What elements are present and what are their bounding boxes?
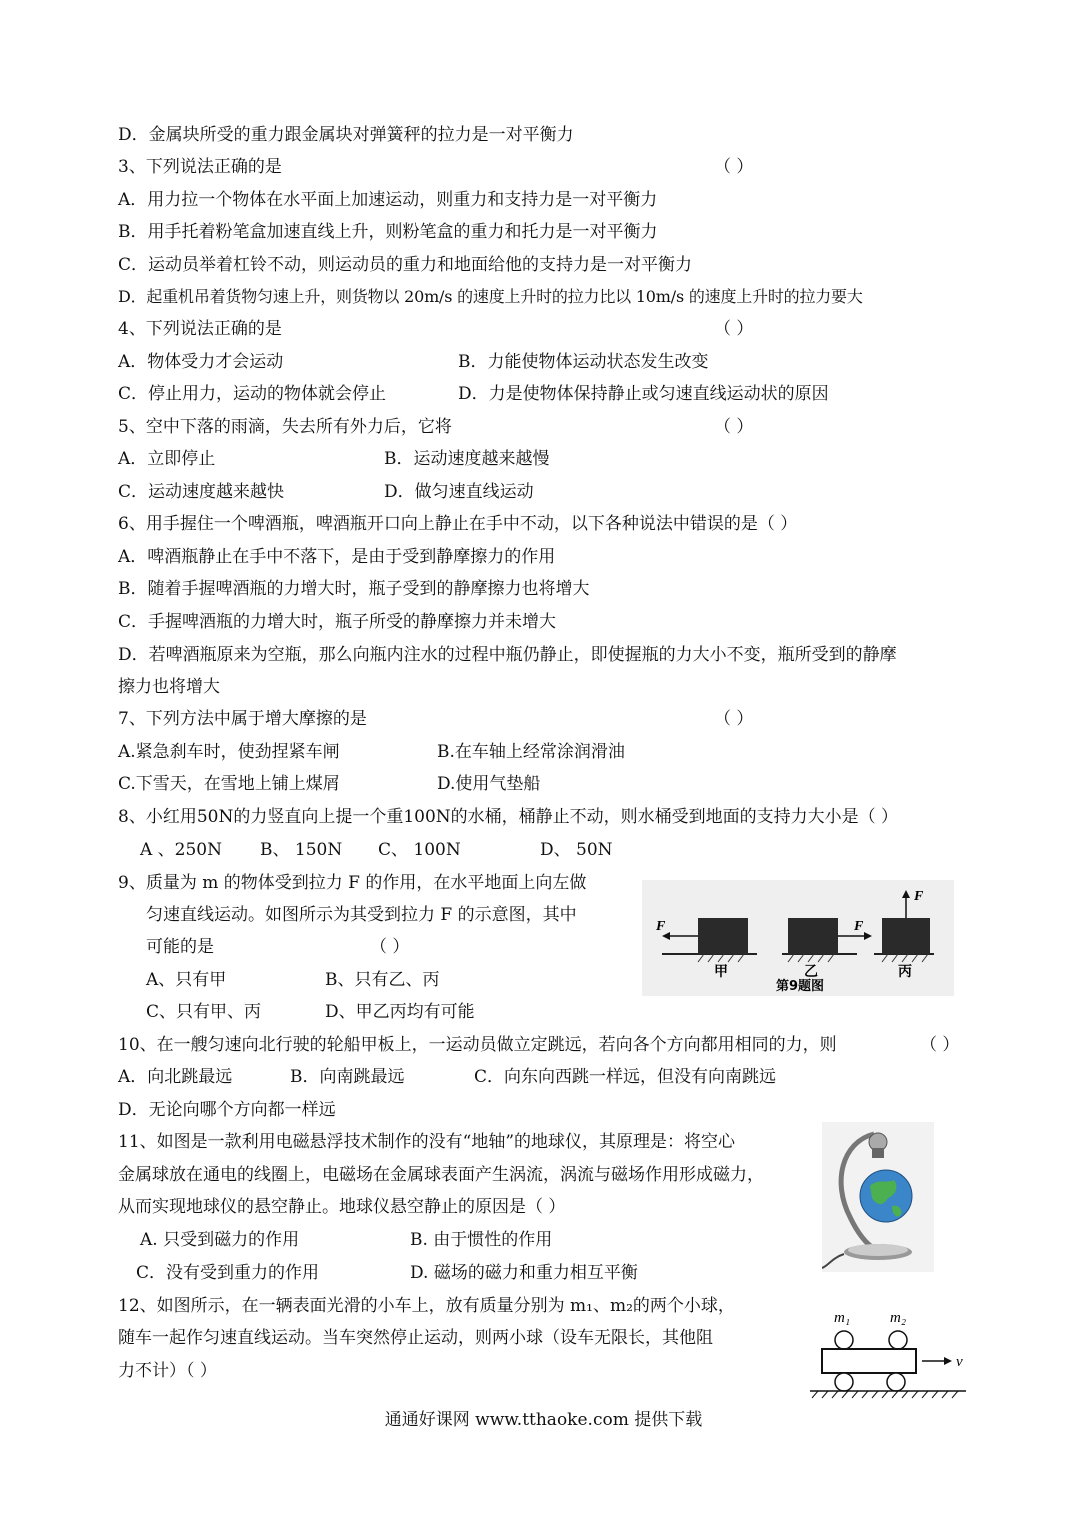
q4-stem: 4、下列说法正确的是 [118, 319, 282, 339]
q5-option-b: B．运动速度越来越慢 [384, 449, 550, 469]
q10-option-b: B．向南跳最远 [290, 1067, 405, 1087]
q11-option-d: D. 磁场的磁力和重力相互平衡 [410, 1263, 638, 1283]
q11-option-c: C．没有受到重力的作用 [136, 1263, 320, 1283]
q6-option-a: A．啤酒瓶静止在手中不落下，是由于受到静摩擦力的作用 [118, 547, 556, 567]
q7-option-c: C.下雪天，在雪地上铺上煤屑 [118, 774, 340, 794]
q4-option-d: D．力是使物体保持静止或匀速直线运动状的原因 [458, 384, 829, 404]
q4-option-a: A．物体受力才会运动 [118, 352, 284, 372]
q4-option-c: C．停止用力，运动的物体就会停止 [118, 384, 387, 404]
q3-option-d: D．起重机吊着货物匀速上升，则货物以 20m/s 的速度上升时的拉力比以 10m/s 的速度上升时的拉力要大 [118, 287, 863, 306]
q12-stem-end: 力不计）（ ） [118, 1361, 217, 1381]
q12-stem-cont: 随车一起作匀速直线运动。当车突然停止运动，则两小球（设车无限长，其他阻 [118, 1328, 713, 1348]
q9-answer-paren: （ ） [370, 937, 410, 957]
q9-stem-end: 可能的是 [146, 937, 214, 957]
q3-option-b: B．用手托着粉笔盒加速直线上升，则粉笔盒的重力和托力是一对平衡力 [118, 222, 658, 242]
q10-option-a: A．向北跳最远 [118, 1067, 233, 1087]
q3-answer-paren: （ ） [714, 157, 754, 177]
q11-option-b: B. 由于惯性的作用 [410, 1230, 553, 1250]
q11-option-a: A. 只受到磁力的作用 [140, 1230, 300, 1250]
force-label-yi: F [854, 919, 864, 934]
ball-m1 [835, 1331, 853, 1349]
figure-caption: 第9题图 [776, 979, 825, 994]
q10-answer-paren: （ ） [920, 1035, 960, 1055]
q12-stem: 12、如图所示，在一辆表面光滑的小车上，放有质量分别为 m₁、m₂的两个小球， [118, 1296, 735, 1316]
q7-stem: 7、下列方法中属于增大摩擦的是 [118, 709, 367, 729]
force-label-bing: F [914, 889, 924, 904]
q7-option-d: D.使用气垫船 [437, 774, 541, 794]
label-bing: 丙 [898, 964, 912, 980]
force-label-jia: F [656, 919, 666, 934]
q5-answer-paren: （ ） [714, 417, 754, 437]
q10-option-d: D．无论向哪个方向都一样远 [118, 1100, 336, 1120]
velocity-label: v [956, 1354, 963, 1370]
cart-body [822, 1349, 916, 1373]
q7-option-a: A.紧急刹车时，使劲捏紧车闸 [118, 742, 340, 762]
q8-option-c: C、 100N [378, 840, 461, 860]
q9-figure [642, 880, 954, 996]
q8-option-b: B、 150N [260, 840, 343, 860]
q9-option-a: A、只有甲 [146, 970, 227, 990]
q3-option-c: C．运动员举着杠铃不动，则运动员的重力和地面给他的支持力是一对平衡力 [118, 255, 693, 275]
q3-stem: 3、下列说法正确的是 [118, 157, 282, 177]
block-bing [882, 918, 930, 954]
block-yi [788, 918, 838, 954]
page-footer: 通通好课网 www.tthaoke.com 提供下载 [384, 1410, 703, 1430]
block-jia [698, 918, 748, 954]
m2-label: m₂ [890, 1310, 907, 1326]
m1-label: m₁ [834, 1310, 851, 1326]
ball-m2 [889, 1331, 907, 1349]
q8-stem: 8、小红用50N的力竖直向上提一个重100N的水桶，桶静止不动，则水桶受到地面的支持力大小是（ ） [118, 807, 899, 827]
q4-option-b: B．力能使物体运动状态发生改变 [458, 352, 709, 372]
q6-option-c: C．手握啤酒瓶的力增大时，瓶子所受的静摩擦力并未增大 [118, 612, 557, 632]
q8-option-a: A 、250N [140, 840, 223, 860]
wheel-right [887, 1373, 905, 1391]
q5-option-a: A．立即停止 [118, 449, 216, 469]
q11-globe-photo [822, 1122, 934, 1272]
q11-stem-end: 从而实现地球仪的悬空静止。地球仪悬空静止的原因是（ ） [118, 1197, 566, 1217]
q2-option-d: D．金属块所受的重力跟金属块对弹簧秤的拉力是一对平衡力 [118, 125, 574, 145]
q9-option-b: B、只有乙、丙 [325, 970, 440, 990]
q5-option-c: C．运动速度越来越快 [118, 482, 285, 502]
q7-option-b: B.在车轴上经常涂润滑油 [437, 742, 625, 762]
q11-stem: 11、如图是一款利用电磁悬浮技术制作的没有“地轴”的地球仪，其原理是：将空心 [118, 1132, 736, 1152]
label-jia: 甲 [714, 964, 728, 980]
q9-stem-cont: 匀速直线运动。如图所示为其受到拉力 F 的示意图，其中 [146, 905, 577, 925]
q10-stem: 10、在一艘匀速向北行驶的轮船甲板上，一运动员做立定跳远，若向各个方向都用相同的力，则 [118, 1035, 837, 1055]
q8-option-d: D、 50N [540, 840, 613, 860]
q4-answer-paren: （ ） [714, 319, 754, 339]
q5-option-d: D．做匀速直线运动 [384, 482, 534, 502]
q9-stem: 9、质量为 m 的物体受到拉力 F 的作用，在水平地面上向左做 [118, 873, 587, 893]
wheel-left [835, 1373, 853, 1391]
q6-option-b: B．随着手握啤酒瓶的力增大时，瓶子受到的静摩擦力也将增大 [118, 579, 590, 599]
q7-answer-paren: （ ） [714, 709, 754, 729]
q10-option-c: C．向东向西跳一样远，但没有向南跳远 [474, 1067, 777, 1087]
label-yi: 乙 [804, 964, 818, 980]
q3-option-a: A．用力拉一个物体在水平面上加速运动，则重力和支持力是一对平衡力 [118, 190, 658, 210]
q6-stem: 6、用手握住一个啤酒瓶，啤酒瓶开口向上静止在手中不动，以下各种说法中错误的是（ ） [118, 514, 798, 534]
q6-option-d: D．若啤酒瓶原来为空瓶，那么向瓶内注水的过程中瓶仍静止，即使握瓶的力大小不变，瓶所受到的静摩 [118, 645, 897, 665]
q5-stem: 5、空中下落的雨滴，失去所有外力后，它将 [118, 417, 452, 437]
q9-option-d: D、甲乙丙均有可能 [325, 1002, 475, 1022]
q11-stem-cont: 金属球放在通电的线圈上，电磁场在金属球表面产生涡流，涡流与磁场作用形成磁力， [118, 1165, 764, 1185]
q6-option-d-cont: 擦力也将增大 [118, 677, 220, 697]
q9-option-c: C、只有甲、丙 [146, 1002, 262, 1022]
q12-cart-figure [806, 1308, 976, 1408]
